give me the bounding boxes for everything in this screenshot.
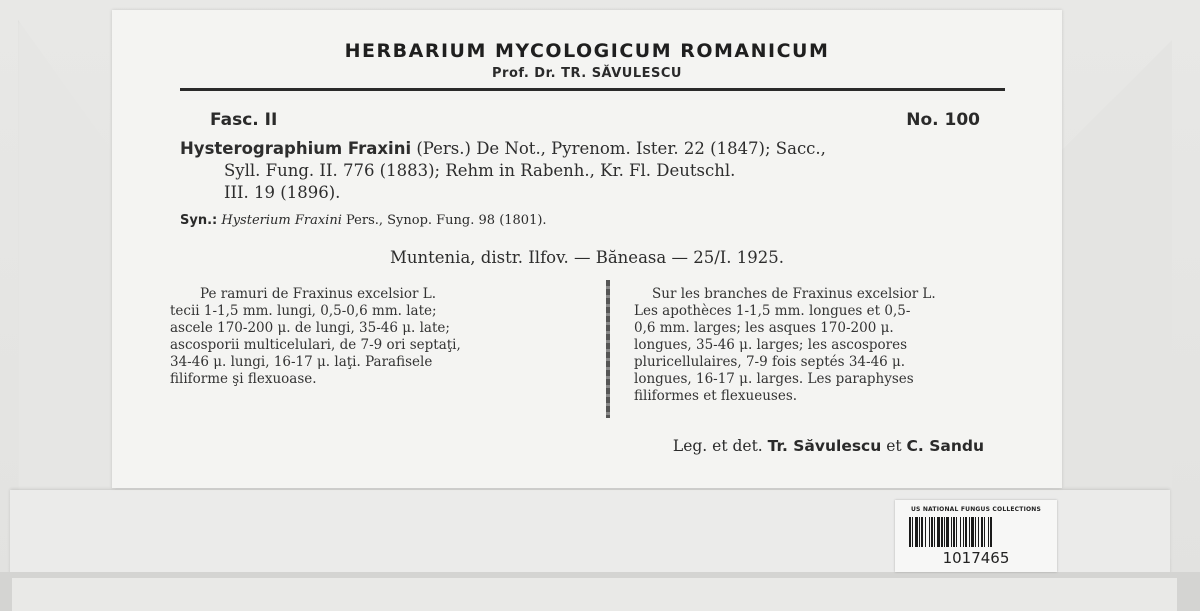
description-french <box>634 286 1029 405</box>
synonym-label: Syn.: <box>180 213 218 228</box>
ro-line: tecii 1-1,5 mm. lungi, 0,5-0,6 mm. late; <box>170 303 437 319</box>
legit-prefix: Leg. et det. <box>672 437 768 455</box>
specimen-number: No. 100 <box>906 110 980 130</box>
envelope-lower-strip <box>12 578 1177 611</box>
label-title: HERBARIUM MYCOLOGICUM ROMANICUM <box>344 40 830 62</box>
description-romanian <box>170 286 550 388</box>
synonym-citation: Pers., Synop. Fung. 98 (1801). <box>341 213 547 228</box>
collector-2: C. Sandu <box>906 437 984 455</box>
taxon-line-2: Syll. Fung. II. 776 (1883); Rehm in Rabenh., Kr. Fl. Deutschl. <box>224 161 736 180</box>
fr-line: longues, 16-17 μ. larges. Les paraphyses <box>634 371 914 387</box>
fr-line: longues, 35-46 μ. larges; les ascospores <box>634 337 908 353</box>
legit-joiner: et <box>881 437 907 455</box>
herbarium-label <box>112 10 1062 488</box>
header-rule <box>180 88 1005 91</box>
barcode-number: 1017465 <box>942 549 1010 567</box>
barcode-label <box>895 500 1057 572</box>
taxon-name: Hysterographium Fraxini <box>180 139 412 158</box>
legit-line <box>673 437 984 455</box>
taxon-citation <box>180 138 1010 204</box>
ro-line: Pe ramuri de Fraxinus excelsior L. <box>200 286 436 302</box>
ro-line: ascele 170-200 μ. de lungi, 35-46 μ. late; <box>170 320 450 336</box>
column-divider <box>606 280 610 418</box>
fr-line: Les apothèces 1-1,5 mm. longues et 0,5- <box>634 303 911 319</box>
collector-1: Tr. Săvulescu <box>767 437 882 455</box>
ro-line: filiforme şi flexuoase. <box>170 371 317 387</box>
barcode-icon <box>909 517 1043 547</box>
barcode-title: US NATIONAL FUNGUS COLLECTIONS <box>910 506 1042 513</box>
taxon-line-1 <box>180 138 1010 160</box>
locality-line: Muntenia, distr. Ilfov. — Băneasa — 25/I. 1925. <box>390 248 784 267</box>
ro-line: ascosporii multicelulari, de 7-9 ori septaţi, <box>170 337 461 353</box>
fr-line: filiformes et flexueuses. <box>634 388 798 404</box>
taxon-line-3: III. 19 (1896). <box>224 183 341 202</box>
synonym-line <box>180 213 547 228</box>
fr-line: Sur les branches de Fraxinus excelsior L. <box>652 286 936 302</box>
taxon-authority: (Pers.) De Not., Pyrenom. Ister. 22 (1847); Sacc., <box>411 139 826 158</box>
fr-line: 0,6 mm. larges; les asques 170-200 μ. <box>634 320 894 336</box>
synonym-name: Hysterium Fraxini <box>221 213 342 228</box>
fascicle-number: Fasc. II <box>210 110 278 130</box>
label-subtitle: Prof. Dr. TR. SĂVULESCU <box>492 66 682 81</box>
fr-line: pluricellulaires, 7-9 fois septés 34-46 μ. <box>634 354 906 370</box>
ro-line: 34-46 μ. lungi, 16-17 μ. laţi. Parafisele <box>170 354 433 370</box>
